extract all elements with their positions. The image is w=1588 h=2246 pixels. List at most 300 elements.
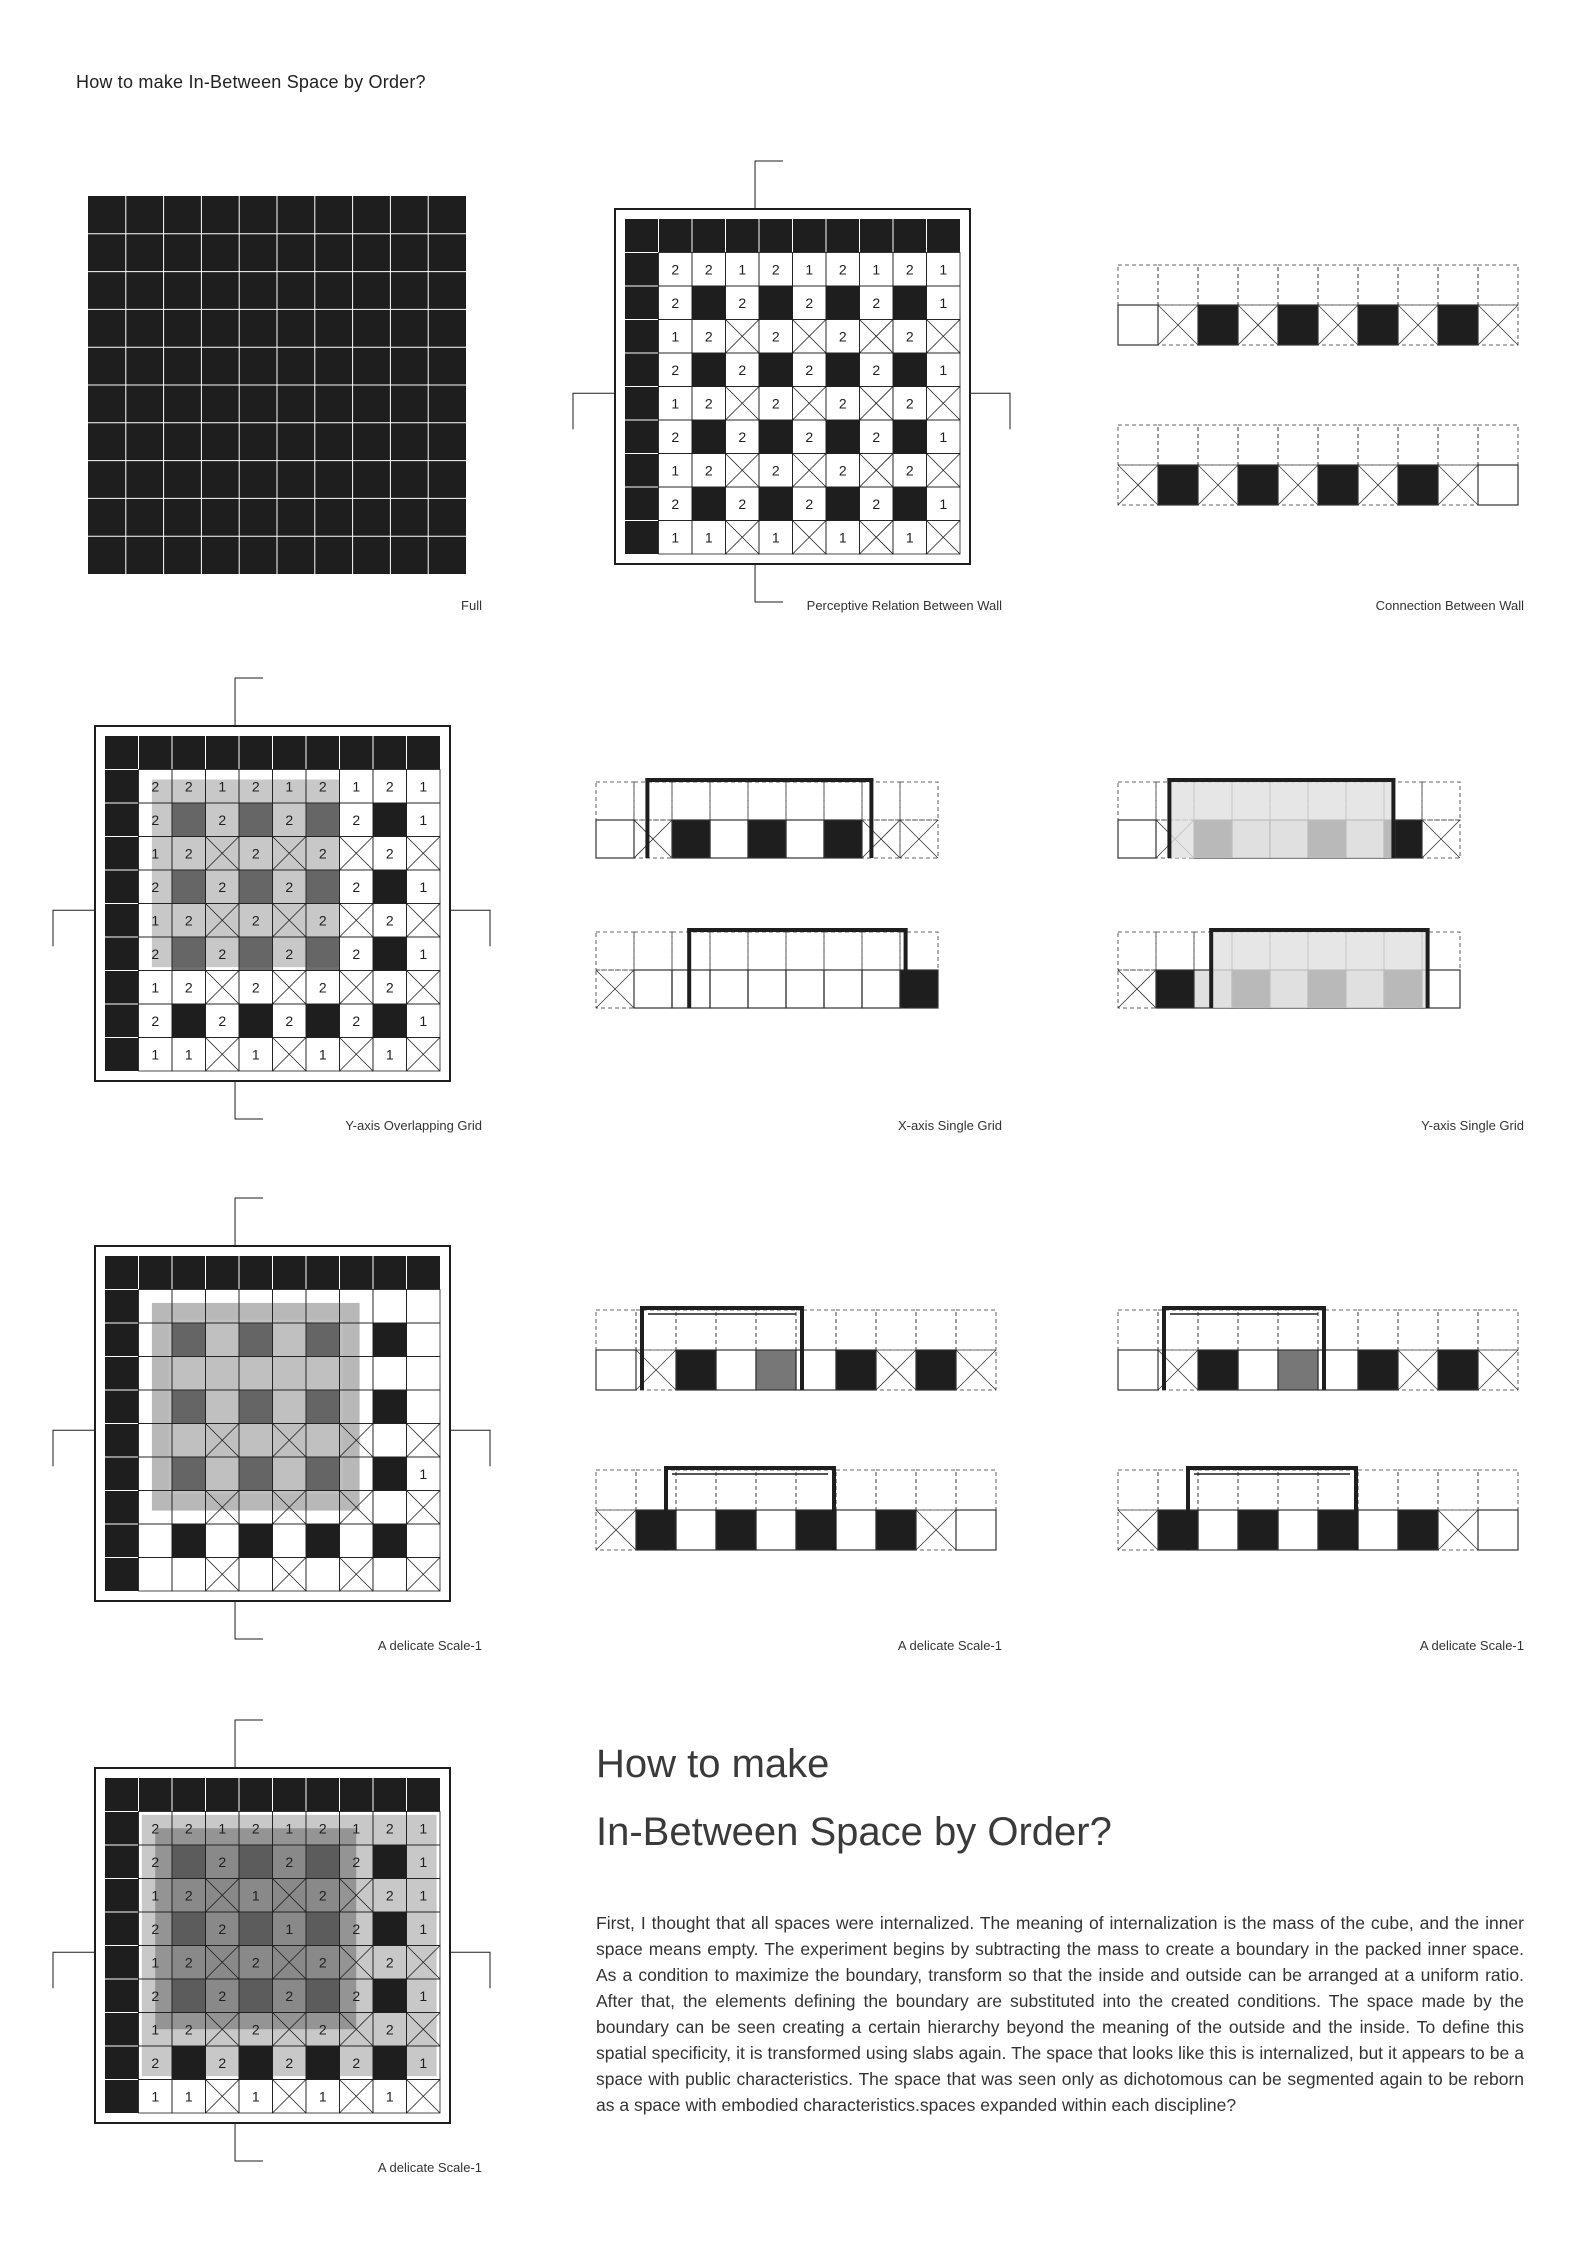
mass-cell — [826, 286, 860, 320]
mass-cell — [306, 1004, 340, 1038]
overlap-mass-cell — [239, 803, 273, 837]
cell-number: 2 — [385, 845, 394, 862]
cell-number: 1 — [385, 1046, 394, 1063]
dashed-upper-cell — [676, 1470, 716, 1510]
y-overlap-grid-diagram — [75, 700, 495, 1110]
slab-column — [664, 1466, 668, 1550]
slab-column — [904, 928, 908, 1008]
cell-number: 2 — [352, 811, 361, 828]
strip-block — [824, 820, 862, 858]
cell-number: 2 — [318, 979, 327, 996]
strip-cell — [824, 970, 862, 1008]
grid-cell — [407, 1290, 441, 1324]
strip-block — [1398, 465, 1438, 505]
cell-number: 1 — [771, 529, 780, 546]
strip-block — [748, 820, 786, 858]
cell-number: 2 — [905, 462, 914, 479]
cell-number: 2 — [151, 878, 160, 895]
strip-block — [1318, 465, 1358, 505]
dashed-upper-cell — [786, 932, 824, 970]
cell-number: 1 — [419, 1012, 428, 1029]
caption-delicate-2: A delicate Scale-1 — [897, 1638, 1002, 1653]
dashed-upper-cell — [1278, 265, 1318, 305]
strip-block — [756, 1350, 796, 1390]
cell-number: 2 — [184, 979, 193, 996]
dashed-upper-cell — [862, 782, 900, 820]
overlap-mass-cell — [172, 1457, 206, 1491]
cell-number: 2 — [671, 261, 680, 278]
cell-number: 2 — [251, 979, 260, 996]
overlap-mass-cell — [306, 1323, 340, 1357]
strip-block — [1198, 1350, 1238, 1390]
mass-cell — [759, 353, 793, 387]
dashed-upper-cell — [1318, 1470, 1358, 1510]
mass-cell — [239, 1004, 273, 1038]
section-heading-line-1: How to make — [596, 1742, 830, 1786]
dashed-upper-cell — [1156, 932, 1194, 970]
mass-cell — [759, 487, 793, 521]
strip-block — [916, 1350, 956, 1390]
cell-number: 2 — [218, 2054, 227, 2071]
dashed-upper-cell — [1278, 425, 1318, 465]
overlap-mass-cell — [306, 1845, 340, 1879]
strip-block — [1238, 465, 1278, 505]
cell-number: 2 — [385, 2021, 394, 2038]
cell-number: 2 — [218, 1853, 227, 1870]
dashed-upper-cell — [824, 782, 862, 820]
cell-number: 2 — [704, 395, 713, 412]
cell-number: 1 — [671, 328, 680, 345]
strip-cell — [1478, 465, 1518, 505]
mass-cell — [373, 1979, 407, 2013]
cell-number: 2 — [285, 811, 294, 828]
strip-block — [1398, 1510, 1438, 1550]
cell-number: 2 — [905, 261, 914, 278]
mass-cell — [373, 937, 407, 971]
dashed-upper-cell — [1438, 1470, 1478, 1510]
cell-number: 1 — [251, 2088, 260, 2105]
grid-cell — [407, 1323, 441, 1357]
dashed-upper-cell — [1398, 425, 1438, 465]
overlap-mass-cell — [239, 937, 273, 971]
dashed-upper-cell — [836, 1310, 876, 1350]
mass-cell — [306, 1524, 340, 1558]
mass-cell — [239, 2046, 273, 2080]
dashed-upper-cell — [596, 1470, 636, 1510]
slab-beam — [640, 1306, 804, 1310]
mass-cell — [893, 353, 927, 387]
grid-cell — [239, 1558, 273, 1592]
cell-number: 2 — [218, 811, 227, 828]
cell-number: 1 — [184, 2088, 193, 2105]
overlap-mass-cell — [172, 1845, 206, 1879]
overlap-mass-cell — [306, 1457, 340, 1491]
cell-number: 2 — [184, 1820, 193, 1837]
cell-number: 2 — [352, 2054, 361, 2071]
slab-beam — [664, 1466, 836, 1470]
dashed-upper-cell — [1398, 1470, 1438, 1510]
section-marker — [53, 1430, 95, 1466]
cell-number: 2 — [218, 1012, 227, 1029]
mass-cell — [893, 286, 927, 320]
section-heading-line-2: In-Between Space by Order? — [596, 1810, 1112, 1854]
mass-cell — [373, 2046, 407, 2080]
dashed-upper-cell — [1158, 425, 1198, 465]
mass-cell — [826, 487, 860, 521]
cell-number: 2 — [218, 945, 227, 962]
caption-y-single: Y-axis Single Grid — [1421, 1118, 1524, 1133]
dashed-upper-cell — [1318, 265, 1358, 305]
overlap-mass-cell — [239, 1323, 273, 1357]
cell-number: 1 — [671, 395, 680, 412]
grid-cell — [373, 1491, 407, 1525]
cell-number: 1 — [151, 845, 160, 862]
dashed-upper-cell — [1238, 265, 1278, 305]
dashed-upper-cell — [876, 1310, 916, 1350]
cell-number: 2 — [704, 261, 713, 278]
section-marker — [235, 1198, 263, 1246]
dashed-upper-cell — [1478, 1310, 1518, 1350]
overlap-mass-cell — [239, 870, 273, 904]
strip-cell — [710, 970, 748, 1008]
cell-number: 1 — [151, 2021, 160, 2038]
dashed-upper-cell — [636, 1470, 676, 1510]
cell-number: 2 — [671, 294, 680, 311]
strip-cell — [1238, 1350, 1278, 1390]
cell-number: 1 — [318, 2088, 327, 2105]
slab-beam — [687, 928, 907, 932]
mass-cell — [172, 2046, 206, 2080]
overlap-mass-cell — [172, 803, 206, 837]
cell-number: 1 — [352, 778, 361, 795]
cell-number: 1 — [151, 1954, 160, 1971]
slab-beam — [1209, 928, 1429, 932]
cell-number: 2 — [671, 495, 680, 512]
grid-cell — [407, 1524, 441, 1558]
overlap-mass-cell — [172, 1912, 206, 1946]
cell-number: 1 — [939, 428, 948, 445]
cell-number: 2 — [385, 778, 394, 795]
strip-cell — [634, 970, 672, 1008]
dashed-upper-cell — [748, 782, 786, 820]
cell-number: 2 — [771, 328, 780, 345]
cell-number: 2 — [318, 2021, 327, 2038]
full-grid-diagram — [88, 196, 468, 576]
dashed-upper-cell — [876, 1470, 916, 1510]
mass-cell — [373, 1323, 407, 1357]
strip-block — [1158, 1510, 1198, 1550]
mass-cell — [373, 1390, 407, 1424]
overlap-mass-cell — [172, 870, 206, 904]
cell-number: 2 — [218, 1920, 227, 1937]
cell-number: 2 — [151, 1987, 160, 2004]
cell-number: 2 — [151, 945, 160, 962]
cell-number: 2 — [318, 845, 327, 862]
cell-number: 2 — [151, 1012, 160, 1029]
cell-number: 1 — [218, 778, 227, 795]
cell-number: 1 — [419, 1853, 428, 1870]
cell-number: 1 — [385, 2088, 394, 2105]
caption-perceptive: Perceptive Relation Between Wall — [806, 598, 1002, 613]
cell-number: 1 — [939, 294, 948, 311]
strip-cell — [1198, 1510, 1238, 1550]
dashed-upper-cell — [786, 782, 824, 820]
grid-cell — [373, 1558, 407, 1592]
dashed-upper-cell — [710, 932, 748, 970]
cell-number: 2 — [251, 778, 260, 795]
dashed-upper-cell — [1358, 1310, 1398, 1350]
cell-number: 1 — [905, 529, 914, 546]
dashed-upper-cell — [1278, 1470, 1318, 1510]
dashed-upper-cell — [596, 932, 634, 970]
dashed-upper-cell — [756, 1310, 796, 1350]
slab-column — [832, 1466, 836, 1550]
cell-number: 1 — [872, 261, 881, 278]
cell-number: 2 — [285, 1012, 294, 1029]
cell-number: 2 — [218, 878, 227, 895]
strip-block — [636, 1510, 676, 1550]
strip-cell — [862, 970, 900, 1008]
strip-block — [1158, 465, 1198, 505]
cell-number: 2 — [184, 845, 193, 862]
dashed-upper-cell — [1398, 1310, 1438, 1350]
dashed-upper-cell — [1158, 265, 1198, 305]
cell-number: 1 — [671, 529, 680, 546]
section-marker — [53, 1952, 95, 1988]
strip-block — [796, 1510, 836, 1550]
cell-number: 1 — [419, 1820, 428, 1837]
strip-block — [1278, 1350, 1318, 1390]
slab-column — [1162, 1306, 1166, 1390]
slab-column — [869, 778, 873, 858]
overlap-mass-cell — [306, 1390, 340, 1424]
strip-block — [676, 1350, 716, 1390]
cell-number: 2 — [184, 2021, 193, 2038]
cell-number: 2 — [251, 1820, 260, 1837]
strip-block — [836, 1350, 876, 1390]
section-heading — [596, 1730, 1112, 1866]
cell-number: 1 — [352, 1820, 361, 1837]
dashed-upper-cell — [916, 1470, 956, 1510]
cell-number: 2 — [838, 462, 847, 479]
strip-cell — [1478, 1510, 1518, 1550]
delicate-grid-diagram — [75, 1220, 495, 1630]
dashed-upper-cell — [1318, 425, 1358, 465]
slab-column — [1322, 1306, 1326, 1390]
cell-number: 2 — [318, 912, 327, 929]
strip-cell — [1278, 1510, 1318, 1550]
dashed-upper-cell — [1198, 1310, 1238, 1350]
cell-number: 1 — [671, 462, 680, 479]
overlap-mass-cell — [239, 1979, 273, 2013]
grid-cell — [206, 1524, 240, 1558]
strip-cell — [596, 1350, 636, 1390]
cell-number: 1 — [318, 1046, 327, 1063]
mass-cell — [759, 420, 793, 454]
cell-number: 2 — [151, 2054, 160, 2071]
cell-number: 2 — [805, 361, 814, 378]
mass-cell — [826, 353, 860, 387]
dashed-upper-cell — [596, 782, 634, 820]
cell-number: 1 — [419, 1887, 428, 1904]
overlap-mass-cell — [172, 1979, 206, 2013]
mass-cell — [306, 2046, 340, 2080]
mass-cell — [759, 286, 793, 320]
dashed-upper-cell — [1198, 265, 1238, 305]
dashed-upper-cell — [836, 1470, 876, 1510]
cell-number: 1 — [218, 1820, 227, 1837]
cell-number: 2 — [151, 1853, 160, 1870]
cell-number: 2 — [738, 361, 747, 378]
cell-number: 1 — [939, 361, 948, 378]
strip-block — [876, 1510, 916, 1550]
cell-number: 1 — [838, 529, 847, 546]
cell-number: 2 — [738, 428, 747, 445]
grid-cell — [340, 1524, 374, 1558]
section-marker — [450, 1430, 490, 1466]
section-marker — [53, 910, 95, 946]
caption-full: Full — [461, 598, 482, 613]
mass-cell — [373, 1457, 407, 1491]
cell-number: 2 — [352, 1853, 361, 1870]
cell-number: 2 — [805, 294, 814, 311]
section-marker — [755, 564, 783, 602]
strip-cell — [1118, 1350, 1158, 1390]
cell-number: 1 — [285, 1820, 294, 1837]
cell-number: 2 — [352, 878, 361, 895]
strip-cell — [716, 1350, 756, 1390]
section-marker — [450, 1952, 490, 1988]
caption-connection: Connection Between Wall — [1375, 598, 1524, 613]
cell-number: 2 — [385, 912, 394, 929]
cell-number: 2 — [704, 328, 713, 345]
frame-fill — [1167, 782, 1395, 858]
dashed-upper-cell — [1358, 265, 1398, 305]
overlap-mass-cell — [239, 1912, 273, 1946]
mass-cell — [373, 1524, 407, 1558]
cell-number: 2 — [218, 1987, 227, 2004]
dashed-upper-cell — [1358, 1470, 1398, 1510]
dashed-upper-cell — [900, 782, 938, 820]
dashed-upper-cell — [676, 1310, 716, 1350]
dashed-upper-cell — [1358, 425, 1398, 465]
dashed-upper-cell — [824, 932, 862, 970]
cell-number: 2 — [184, 778, 193, 795]
cell-number: 2 — [872, 495, 881, 512]
strip-block — [1438, 1350, 1478, 1390]
dashed-upper-cell — [1198, 1470, 1238, 1510]
overlap-mass-cell — [306, 1912, 340, 1946]
connection-strips-diagram — [1118, 265, 1528, 515]
grid-cell — [139, 1558, 173, 1592]
delicate-x-strips-diagram — [596, 1290, 1006, 1540]
cell-number: 2 — [771, 261, 780, 278]
dashed-upper-cell — [1118, 1310, 1158, 1350]
cell-number: 2 — [151, 1820, 160, 1837]
cell-number: 2 — [352, 1920, 361, 1937]
cell-number: 2 — [838, 395, 847, 412]
cell-number: 1 — [805, 261, 814, 278]
dashed-upper-cell — [1438, 1310, 1478, 1350]
cell-number: 2 — [805, 495, 814, 512]
cell-number: 2 — [285, 945, 294, 962]
cell-number: 1 — [285, 1920, 294, 1937]
delicate-final-grid-diagram — [75, 1742, 495, 2152]
slab-column — [1167, 778, 1171, 858]
strip-block — [1238, 1510, 1278, 1550]
slab-column — [800, 1306, 804, 1390]
cell-number: 1 — [419, 811, 428, 828]
mass-cell — [893, 487, 927, 521]
y-single-strips-diagram — [1118, 770, 1528, 1020]
cell-number: 2 — [872, 428, 881, 445]
caption-delicate-1: A delicate Scale-1 — [377, 1638, 482, 1653]
section-marker — [970, 393, 1010, 429]
dashed-upper-cell — [1118, 1470, 1158, 1510]
section-body-text: First, I thought that all spaces were internalized. The meaning of internalization is the mass of the cube, and the inner space means empty. The experiment begins by subtracting the mass to create a boundary in the packed inner space. As a condition to maximize the boundary, transform so that the inside and outside can be arranged at a uniform ratio. After that, the elements defining the boundary are substituted into the created conditions. The space made by the boundary can be seen creating a certain hierarchy beyond the meaning of the outside and the inside. To define this spatial specificity, it is transformed using slabs again. The space that looks like this is internalized, but it appears to be a space with public characteristics. The space that was seen only as dichotomous can be segmented again to be reborn as a space with embodied characteristics.spaces expanded within each discipline? — [596, 1913, 1524, 2115]
slab-beam — [1186, 1466, 1358, 1470]
dashed-upper-cell — [1118, 265, 1158, 305]
grid-cell — [172, 1558, 206, 1592]
strip-block — [1438, 305, 1478, 345]
cell-number: 2 — [671, 428, 680, 445]
cell-number: 2 — [385, 1887, 394, 1904]
strip-cell — [786, 970, 824, 1008]
mass-cell — [239, 1524, 273, 1558]
grid-cell — [139, 1524, 173, 1558]
dashed-upper-cell — [1158, 1470, 1198, 1510]
cell-number: 2 — [872, 361, 881, 378]
strip-cell — [836, 1510, 876, 1550]
cell-number: 2 — [771, 395, 780, 412]
dashed-upper-cell — [956, 1470, 996, 1510]
cell-number: 2 — [704, 462, 713, 479]
dashed-upper-cell — [1238, 1310, 1278, 1350]
cell-number: 2 — [151, 778, 160, 795]
strip-block — [1198, 305, 1238, 345]
cell-number: 1 — [419, 2054, 428, 2071]
cell-number: 1 — [419, 878, 428, 895]
cell-number: 2 — [184, 1954, 193, 1971]
strip-block — [1358, 1350, 1398, 1390]
cell-number: 2 — [872, 294, 881, 311]
cell-number: 2 — [151, 811, 160, 828]
cell-number: 1 — [151, 2088, 160, 2105]
strip-cell — [756, 1510, 796, 1550]
slab-beam — [1167, 778, 1395, 782]
slab-column — [645, 778, 649, 858]
dashed-upper-cell — [862, 932, 900, 970]
cell-number: 1 — [704, 529, 713, 546]
dashed-upper-cell — [1238, 425, 1278, 465]
dashed-upper-cell — [1422, 782, 1460, 820]
cell-number: 1 — [419, 1465, 428, 1482]
cell-number: 2 — [738, 495, 747, 512]
cell-number: 2 — [352, 1987, 361, 2004]
dashed-upper-cell — [710, 782, 748, 820]
dashed-upper-cell — [748, 932, 786, 970]
cell-number: 1 — [419, 778, 428, 795]
slab-column — [1391, 778, 1395, 858]
slab-column — [687, 928, 691, 1008]
slab-column — [1186, 1466, 1190, 1550]
grid-cell — [306, 1558, 340, 1592]
mass-cell — [692, 286, 726, 320]
cell-number: 1 — [939, 495, 948, 512]
mass-cell — [692, 353, 726, 387]
overlap-mass-cell — [306, 870, 340, 904]
delicate-y-strips-diagram — [1118, 1290, 1528, 1540]
